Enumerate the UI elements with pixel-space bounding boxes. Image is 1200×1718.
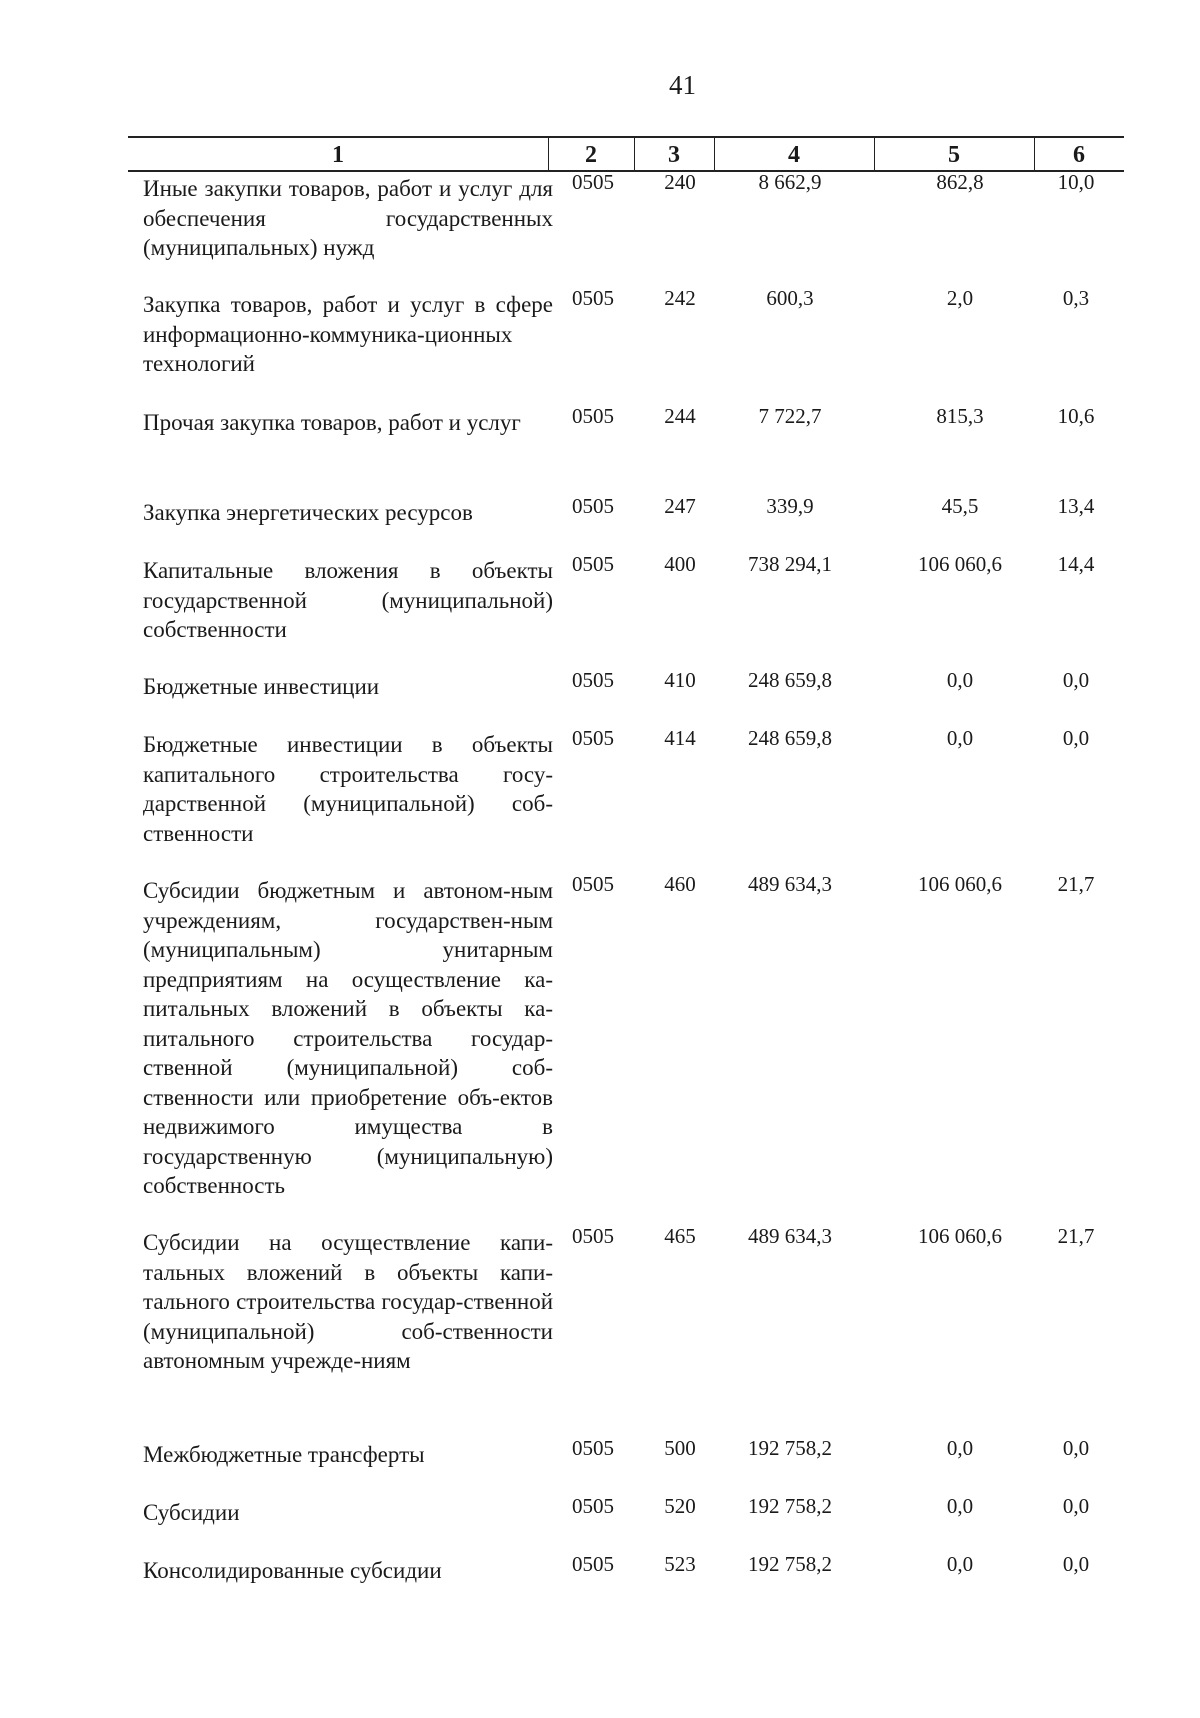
row-value-6: 0,0 [1062,1436,1090,1460]
row-section: 0505 [572,1436,614,1460]
row-code: 460 [664,872,696,896]
row-name: Прочая закупка товаров, работ и услуг [143,410,521,435]
header-col-3: 3 [668,142,680,168]
row-section: 0505 [572,726,614,750]
header-col-6: 6 [1073,142,1085,168]
row-code: 465 [664,1224,696,1248]
row-value-5: 0,0 [946,1436,974,1460]
row-name: Консолидированные субсидии [143,1558,442,1583]
row-code: 520 [664,1494,696,1518]
row-section: 0505 [572,1552,614,1576]
row-name: Субсидии [143,1500,240,1525]
row-value-5: 45,5 [941,494,979,518]
row-section: 0505 [572,404,614,428]
row-value-4: 339,9 [766,494,814,518]
row-name: Закупка энергетических ресурсов [143,500,473,525]
row-name: Межбюджетные трансферты [143,1442,425,1467]
row-code: 523 [664,1552,696,1576]
row-name: Иные закупки товаров, работ и услуг для обеспечения государственных (муниципальных) нужд [143,176,553,260]
row-value-6: 0,0 [1062,668,1090,692]
row-value-4: 192 758,2 [748,1436,832,1460]
row-section: 0505 [572,668,614,692]
row-code: 400 [664,552,696,576]
row-name: Бюджетные инвестиции в объекты капитального строительства госу-дарственной (муниципальной) соб-ственности [143,732,553,846]
row-code: 500 [664,1436,696,1460]
budget-table [128,136,1124,1583]
row-value-5: 2,0 [946,286,974,310]
row-value-5: 815,3 [936,404,984,428]
row-value-5: 0,0 [946,1494,974,1518]
row-value-4: 248 659,8 [748,726,832,750]
row-name: Субсидии бюджетным и автоном-ным учреждениям, государствен-ным (муниципальным) унитарным предприятиям на осуществление ка-питальных вложений в объекты ка-питального строительства государ-ственной (муниципальной) соб-ственности или приобретение объ-ектов недвижимого имущества в государственную (муниципальную) собственность [143,878,553,1198]
row-name: Закупка товаров, работ и услуг в сфере информационно-коммуника-ционных технологий [143,292,553,376]
row-section: 0505 [572,1224,614,1248]
row-value-4: 192 758,2 [748,1552,832,1576]
row-code: 240 [664,170,696,194]
header-col-2: 2 [585,142,597,168]
row-value-5: 106 060,6 [918,1224,1002,1248]
row-value-5: 106 060,6 [918,552,1002,576]
row-value-6: 21,7 [1057,872,1095,896]
row-value-6: 0,0 [1062,1494,1090,1518]
row-value-4: 248 659,8 [748,668,832,692]
row-section: 0505 [572,494,614,518]
row-value-6: 10,6 [1057,404,1095,428]
row-value-6: 0,3 [1062,286,1090,310]
header-col-1: 1 [332,142,344,168]
header-col-4: 4 [788,142,800,168]
row-value-6: 14,4 [1057,552,1095,576]
header-col-5: 5 [948,142,960,168]
row-section: 0505 [572,872,614,896]
row-code: 414 [664,726,696,750]
row-value-4: 192 758,2 [748,1494,832,1518]
row-code: 247 [664,494,696,518]
row-name: Бюджетные инвестиции [143,674,380,699]
row-code: 244 [664,404,696,428]
row-value-6: 0,0 [1062,1552,1090,1576]
row-code: 410 [664,668,696,692]
row-name: Капитальные вложения в объекты государственной (муниципальной) собственности [143,558,553,642]
row-value-6: 13,4 [1057,494,1095,518]
row-value-4: 489 634,3 [748,1224,832,1248]
row-value-4: 489 634,3 [748,872,832,896]
row-value-5: 0,0 [946,726,974,750]
row-name: Субсидии на осуществление капи-тальных вложений в объекты капи-тального строительства государ-ственной (муниципальной) соб-ственности автономным учрежде-ниям [143,1230,553,1373]
row-section: 0505 [572,170,614,194]
row-value-6: 0,0 [1062,726,1090,750]
page-number: 41 [669,70,696,100]
table-header [128,136,1124,172]
row-value-4: 8 662,9 [758,170,822,194]
row-code: 242 [664,286,696,310]
row-value-5: 106 060,6 [918,872,1002,896]
row-value-4: 600,3 [766,286,814,310]
row-section: 0505 [572,1494,614,1518]
row-value-5: 0,0 [946,1552,974,1576]
row-section: 0505 [572,286,614,310]
row-value-4: 738 294,1 [748,552,832,576]
row-value-6: 21,7 [1057,1224,1095,1248]
row-value-5: 862,8 [936,170,984,194]
row-section: 0505 [572,552,614,576]
row-value-5: 0,0 [946,668,974,692]
row-value-6: 10,0 [1057,170,1095,194]
row-value-4: 7 722,7 [758,404,822,428]
